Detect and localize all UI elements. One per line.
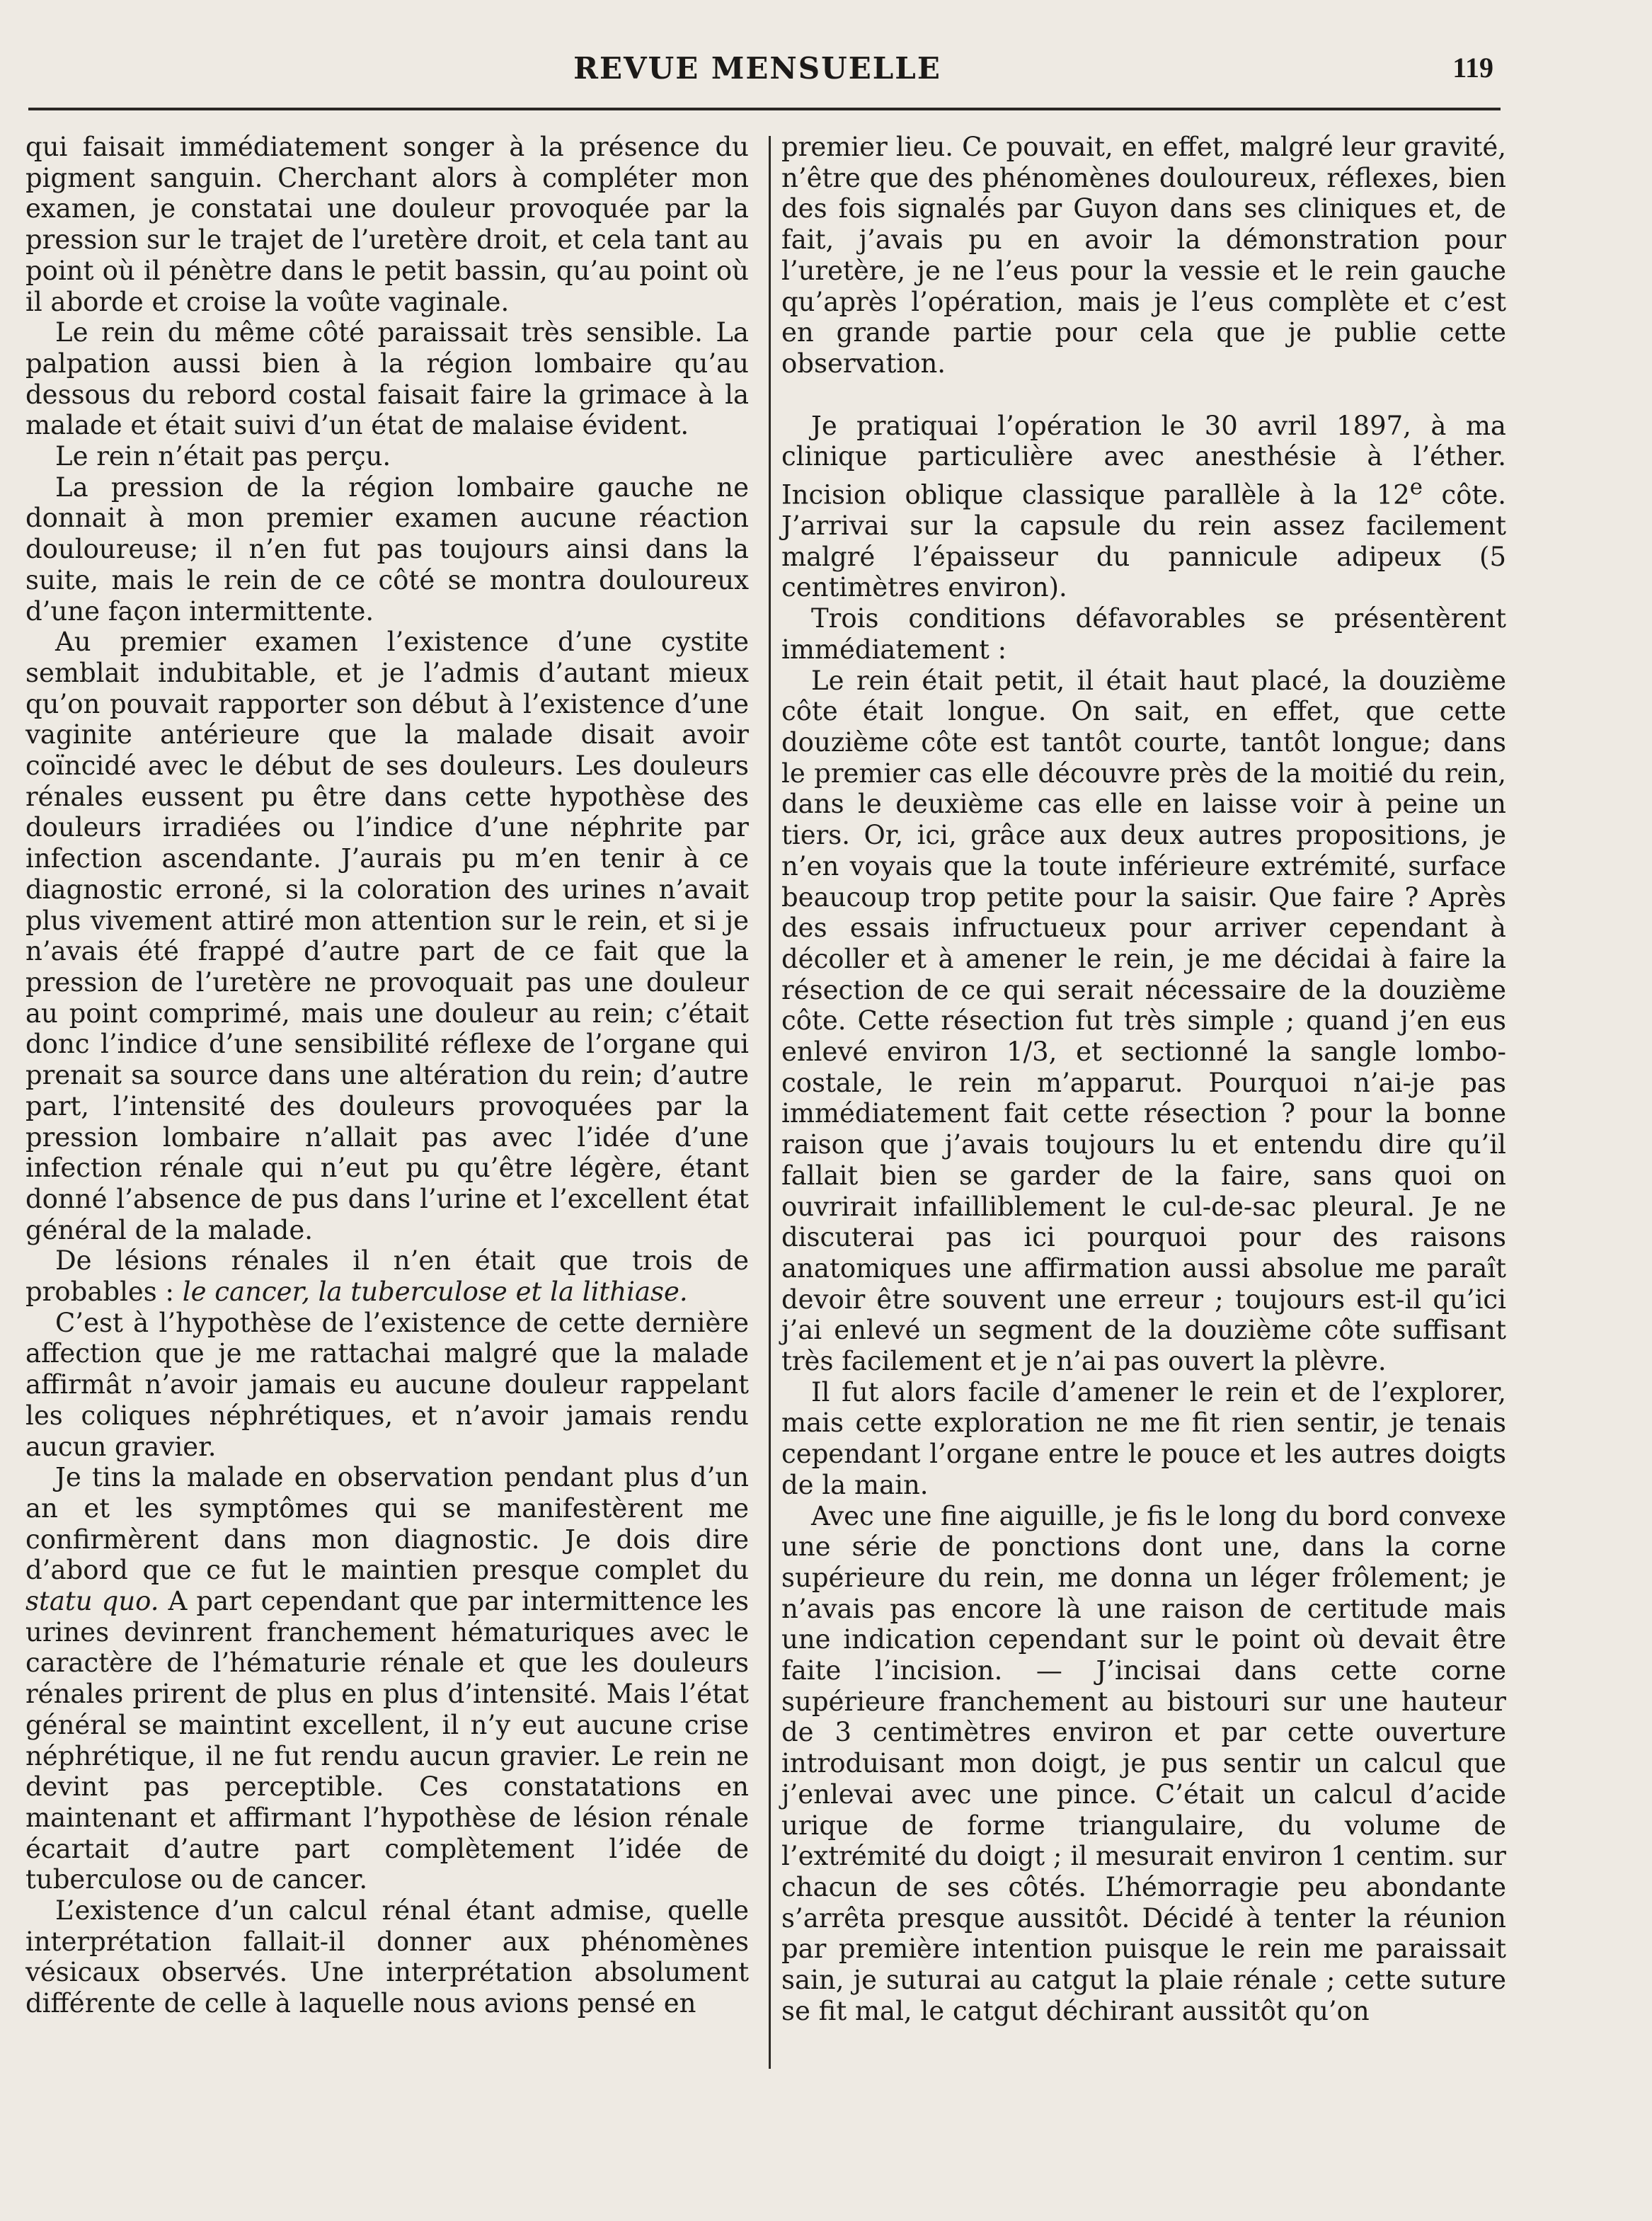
page-number: 119 — [1452, 52, 1493, 84]
left-column — [25, 132, 749, 2019]
paragraph-text: De lésions rénales il n’en était que trois de probables : — [25, 1245, 749, 1308]
paragraph: La pression de la région lombaire gauche ne donnait à mon premier examen aucune réaction douloureuse; il n’en fut pas toujours ainsi dans la suite, mais le rein de ce côté se montra douloureux d’une façon intermittente. — [25, 472, 749, 627]
paragraph — [781, 411, 1506, 604]
paragraph-text: Je pratiquai l’opération le 30 avril 1897, à ma clinique particulière avec anesthésie à l’éther. Incision oblique classique parallèle à la 12 — [781, 410, 1506, 510]
paragraph: Au premier examen l’existence d’une cystite semblait indubitable, et je l’admis d’autant mieux qu’on pouvait rapporter son début à l’existence d’une vaginite antérieure que la malade disait avoir coïncidé avec le début de ses douleurs. Les douleurs rénales eussent pu être dans cette hypothèse des douleurs irradiées ou l’indice d’une néphrite par infection ascendante. J’aurais pu m’en tenir à ce diagnostic erroné, si la coloration des urines n’avait plus vivement attiré mon attention sur le rein, et si je n’avais été frappé d’autre part de ce fait que la pression de l’uretère ne provoquait pas une douleur au point comprimé, mais une douleur au rein; c’était donc l’indice d’une sensibilité réflexe de l’organe qui prenait sa source dans une altération du rein; d’autre part, l’intensité des douleurs provoquées par la pression lombaire n’allait pas avec l’idée d’une infection rénale qui n’eut pu qu’être légère, étant donné l’absence de pus dans l’urine et l’excellent état général de la malade. — [25, 627, 749, 1245]
header-rule — [28, 108, 1501, 110]
column-divider — [769, 136, 771, 2069]
paragraph: L’existence d’un calcul rénal étant admise, quelle interprétation fallait-il donner aux phénomènes vésicaux observés. Une interprétation absolument différente de celle à laquelle nous avions pensé en — [25, 1895, 749, 2019]
right-column — [781, 132, 1506, 2027]
paragraph: Il fut alors facile d’amener le rein et de l’explorer, mais cette exploration ne me fit rien sentir, je tenais cependant l’organe entre le pouce et les autres doigts de la main. — [781, 1376, 1506, 1500]
paragraph: premier lieu. Ce pouvait, en effet, malgré leur gravité, n’être que des phénomènes douloureux, réflexes, bien des fois signalés par Guyon dans ses cliniques et, de fait, j’avais pu en avoir la démonstration pour l’uretère, je ne l’eus pour la vessie et le rein gauche qu’après l’opération, mais je l’eus complète et c’est en grande partie pour cela que je publie cette observation. — [781, 132, 1506, 379]
paragraph: qui faisait immédiatement songer à la présence du pigment sanguin. Cherchant alors à compléter mon examen, je constatai une douleur provoquée par la pression sur le trajet de l’uretère droit, et cela tant au point où il pénètre dans le petit bassin, qu’au point où il aborde et croise la voûte vaginale. — [25, 132, 749, 317]
paragraph: Trois conditions défavorables se présentèrent immédiatement : — [781, 603, 1506, 665]
paragraph-text: côte. J’arrivai sur la capsule du rein assez facilement malgré l’épaisseur du pannicule adipeux (5 centimètres environ). — [781, 479, 1506, 603]
paragraph-text: Je tins la malade en observation pendant plus d’un an et les symptômes qui se manifestèrent me confirmèrent dans mon diagnostic. Je dois dire d’abord que ce fut le maintien presque complet du — [25, 1462, 749, 1586]
paragraph: Le rein du même côté paraissait très sensible. La palpation aussi bien à la région lombaire qu’au dessous du rebord costal faisait faire la grimace à la malade et était suivi d’un état de malaise évident. — [25, 317, 749, 441]
running-title: REVUE MENSUELLE — [573, 51, 941, 86]
italic-text: le cancer, la tuberculose et la lithiase. — [182, 1277, 688, 1308]
paragraph: Avec une fine aiguille, je fis le long du bord convexe une série de ponctions dont une, dans la corne supérieure du rein, me donna un léger frôlement; je n’avais pas encore là une raison de certitude mais une indication cependant sur le point où devait être faite l’incision. — J’incisai dans cette corne supérieure franchement au bistouri sur une hauteur de 3 centimètres environ et par cette ouverture introduisant mon doigt, je pus sentir un calcul que j’enlevai avec une pince. C’était un calcul d’acide urique de forme triangulaire, du volume de l’extrémité du doigt ; il mesurait environ 1 centim. sur chacun de ses côtés. L’hémorragie peu abondante s’arrêta presque aussitôt. Décidé à tenter la réunion par première intention puisque le rein me paraissait sain, je suturai au catgut la plaie rénale ; cette suture se fit mal, le catgut déchirant aussitôt qu’on — [781, 1500, 1506, 2026]
page-header — [28, 51, 1493, 93]
paragraph: Le rein était petit, il était haut placé, la douzième côte était longue. On sait, en effet, que cette douzième côte est tantôt courte, tantôt longue; dans le premier cas elle découvre près de la moitié du rein, dans le deuxième cas elle en laisse voir à peine un tiers. Or, ici, grâce aux deux autres propositions, je n’en voyais que la toute inférieure extrémité, surface beaucoup trop petite pour la saisir. Que faire ? Après des essais infructueux pour arriver cependant à décoller et à amener le rein, je me décidai à faire la résection de ce qui serait nécessaire de la douzième côte. Cette résection fut très simple ; quand j’en eus enlevé environ 1/3, et sectionné la sangle lombo-costale, le rein m’apparut. Pourquoi n’ai-je pas immédiatement fait cette résection ? pour la bonne raison que j’avais toujours lu et entendu dire qu’il fallait bien se garder de la faire, sans quoi on ouvrirait infailliblement le cul-de-sac pleural. Je ne discuterai pas ici pourquoi pour des raisons anatomiques une affirmation aussi absolue me paraît devoir être souvent une erreur ; toujours est-il qu’ici j’ai enlevé un segment de la douzième côte suffisant très facilement et je n’ai pas ouvert la plèvre. — [781, 665, 1506, 1377]
paragraph — [25, 1245, 749, 1307]
superscript: e — [1409, 474, 1423, 501]
paragraph: Le rein n’était pas perçu. — [55, 441, 391, 472]
paragraph: C’est à l’hypothèse de l’existence de cette dernière affection que je me rattachai malgré que la malade affirmât n’avoir jamais eu aucune douleur rappelant les coliques néphrétiques, et n’avoir jamais rendu aucun gravier. — [25, 1307, 749, 1462]
paragraph-text: A part cependant que par intermittence les urines devinrent franchement hématuriques avec le caractère de l’hématurie rénale et que les douleurs rénales prirent de plus en plus d’intensité. Mais l’état général se maintint excellent, il n’y eut aucune crise néphrétique, il ne fut rendu aucun gravier. Le rein ne devint pas perceptible. Ces constatations en maintenant et affirmant l’hypothèse de lésion rénale écartait d’autre part complètement l’idée de tuberculose ou de cancer. — [25, 1586, 750, 1895]
paragraph — [25, 1462, 749, 1895]
italic-text: statu quo. — [25, 1586, 159, 1617]
